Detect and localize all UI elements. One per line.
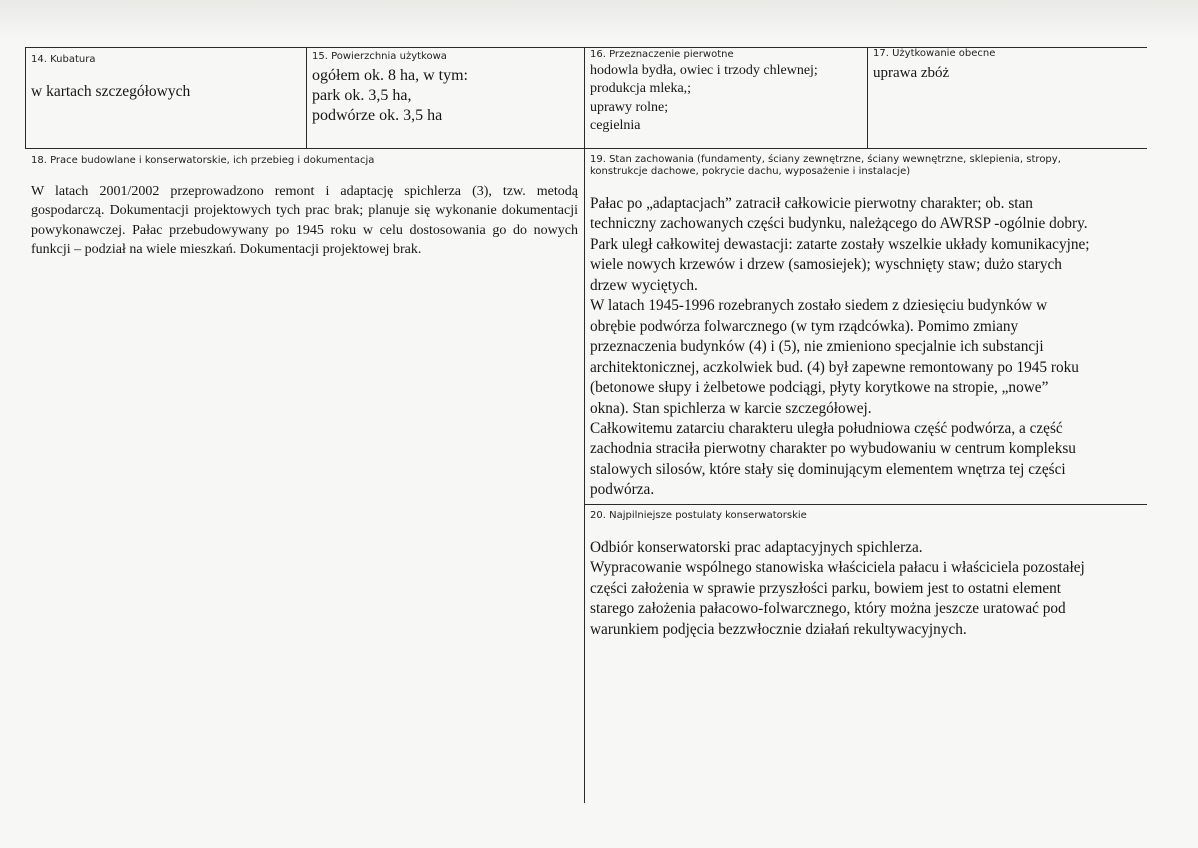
column-divider-17 <box>867 47 868 149</box>
field-17-label: 17. Użytkowanie obecne <box>873 48 996 59</box>
field-19-line: stalowych silosów, które stały się dominującym elementem wnętrza tej części <box>590 460 1066 478</box>
field-16-line: produkcja mleka,; <box>590 81 692 97</box>
field-20-line: części założenia w sprawie przyszłości parku, bowiem jest to ostatni element <box>590 579 1062 597</box>
field-20-line: Odbiór konserwatorski prac adaptacyjnych spichlerza. <box>590 539 923 556</box>
field-19-line: zachodnia straciła pierwotny charakter po wybudowaniu w centrum kompleksu <box>590 440 1076 458</box>
field-19-line: obrębie podwórza folwarcznego (w tym rządcówka). Pomimo zmiany <box>590 317 1019 335</box>
field-19-label <box>590 154 1061 178</box>
field-19-line: podwórza. <box>590 481 655 499</box>
field-16-value <box>590 62 818 135</box>
field-20-line: starego założenia pałacowo-folwarcznego, który można jeszcze uratować pod <box>590 600 1066 618</box>
field-19-line: (betonowe słupy i żelbetowe podciągi, płyty korytkowe na stropie, „nowe” <box>590 379 1049 397</box>
field-20-label: 20. Najpilniejsze postulaty konserwatorskie <box>590 510 807 521</box>
field-19-line: techniczny zachowanych części budynku, należącego do AWRSP -ogólnie dobry. <box>590 215 1088 233</box>
field-19-line: Całkowitemu zatarciu charakteru uległa południowa część podwórza, a część <box>590 419 1063 437</box>
column-divider-main <box>584 47 585 803</box>
field-19-line: Pałac po „adaptacjach” zatracił całkowicie pierwotny charakter; ob. stan <box>590 195 1033 212</box>
table-left-border <box>25 47 26 149</box>
field-14-label: 14. Kubatura <box>31 54 96 65</box>
field-18-text: W latach 2001/2002 przeprowadzono remont i adaptację spichlerza (3), tzw. metodą gospodarczą. Dokumentacji projektowych tych prac brak; planuje się wykonanie dokumentacji powykonawczej. Pałac przebudowywany po 1945 roku w celu dostosowania go do nowych funkcji – podział na wiele mieszkań. Dokumentacji projektowej brak. <box>31 184 578 257</box>
field-19-line: okna). Stan spichlerza w karcie szczegółowej. <box>590 399 872 417</box>
field-16-line: cegielnia <box>590 117 641 133</box>
field-19-label-line: 19. Stan zachowania (fundamenty, ściany zewnętrzne, ściany wewnętrzne, sklepienia, stropy, <box>590 154 1061 165</box>
table-row-divider <box>25 148 1147 149</box>
field-19-label-line: konstrukcje dachowe, pokrycie dachu, wyposażenie i instalacje) <box>590 166 911 177</box>
field-19-text <box>590 194 1090 501</box>
scan-shade <box>0 0 1198 40</box>
field-15-line: podwórze ok. 3,5 ha <box>312 107 443 124</box>
field-18-label: 18. Prace budowlane i konserwatorskie, ich przebieg i dokumentacja <box>31 155 375 166</box>
column-divider-15 <box>306 47 307 149</box>
field-19-line: wiele nowych krzewów i drzew (samosiejek); wyschnięty staw; dużo starych <box>590 256 1062 274</box>
field-15-line: park ok. 3,5 ha, <box>312 87 412 104</box>
field-19-line: drzew wyciętych. <box>590 276 698 294</box>
field-15-value <box>312 66 468 126</box>
field-20-text <box>590 538 1085 640</box>
field-19-line: Park uległ całkowitej dewastacji: zatarte zostały wszelkie układy komunikacyjne; <box>590 235 1090 253</box>
field-16-line: hodowla bydła, owiec i trzody chlewnej; <box>590 63 818 78</box>
field-17-value: uprawa zbóż <box>873 65 950 81</box>
field-20-line: warunkiem podjęcia bezzwłocznie działań rekultywacyjnych. <box>590 620 967 638</box>
section-20-divider <box>584 504 1147 505</box>
field-16-label: 16. Przeznaczenie pierwotne <box>590 49 734 60</box>
field-19-line: architektonicznej, aczkolwiek bud. (4) był zapewne remontowany po 1945 roku <box>590 358 1079 376</box>
field-15-label: 15. Powierzchnia użytkowa <box>312 51 447 62</box>
field-19-line: W latach 1945-1996 rozebranych zostało siedem z dziesięciu budynków w <box>590 297 1048 315</box>
field-16-line: uprawy rolne; <box>590 99 669 115</box>
field-20-line: Wypracowanie wspólnego stanowiska właściciela pałacu i właściciela pozostałej <box>590 559 1085 577</box>
field-15-line: ogółem ok. 8 ha, w tym: <box>312 67 468 84</box>
field-19-line: przeznaczenia budynków (4) i (5), nie zmieniono specjalnie ich substancji <box>590 338 1044 356</box>
field-14-value: w kartach szczegółowych <box>31 83 191 100</box>
